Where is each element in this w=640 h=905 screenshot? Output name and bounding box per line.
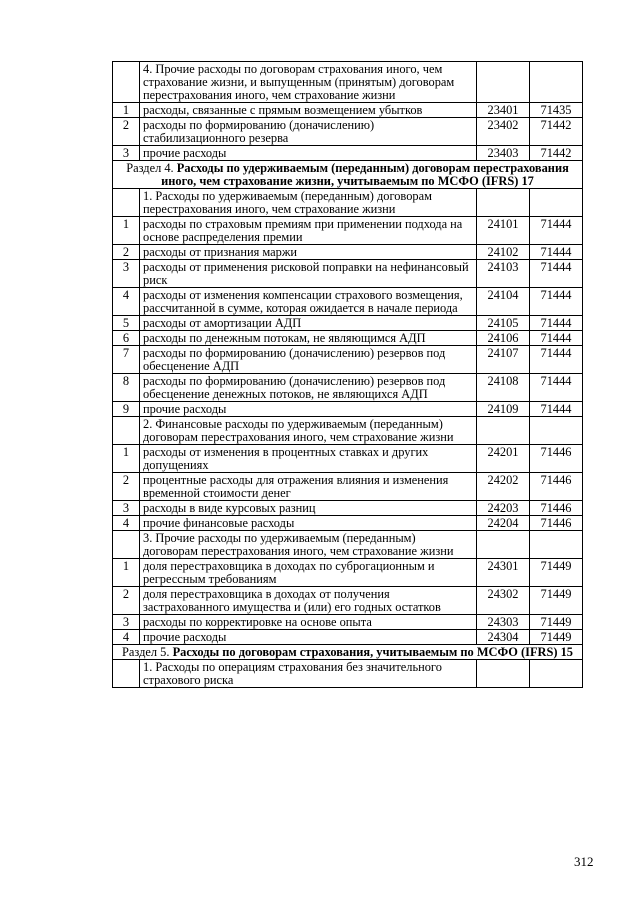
section-title: Расходы по договорам страхования, учитываемым по МСФО (IFRS) 15 [172,645,573,659]
section-row [113,645,583,660]
item-description: расходы по формированию (доначислению) резервов под обесценение денежных потоков, не являющихся АДП [140,374,477,402]
symbol-code: 24103 [477,260,530,288]
section-title: Расходы по удерживаемым (переданным) договорам перестрахования иного, чем страхование жизни, учитываемым по МСФО (IFRS) 17 [161,161,569,188]
group-title: 3. Прочие расходы по удерживаемым (переданным) договорам перестрахования иного, чем страхование жизни [140,531,477,559]
row-number: 3 [113,260,140,288]
row-number [113,660,140,688]
account-number: 71449 [530,615,583,630]
group-title: 2. Финансовые расходы по удерживаемым (переданным) договорам перестрахования иного, чем страхование жизни [140,417,477,445]
table-row [113,103,583,118]
account-number: 71442 [530,118,583,146]
account-number: 71446 [530,501,583,516]
symbol-code: 24106 [477,331,530,346]
row-number [113,189,140,217]
section-heading [113,161,583,189]
table-row [113,346,583,374]
item-description: расходы, связанные с прямым возмещением убытков [140,103,477,118]
row-number: 5 [113,316,140,331]
account-number: 71444 [530,331,583,346]
account-number [530,62,583,103]
symbol-code [477,62,530,103]
symbol-code: 24105 [477,316,530,331]
item-description: расходы по формированию (доначислению) резервов под обесценение АДП [140,346,477,374]
account-number: 71444 [530,288,583,316]
account-number: 71444 [530,316,583,331]
symbol-code: 24302 [477,587,530,615]
table-row [113,331,583,346]
table-row [113,316,583,331]
row-number: 1 [113,559,140,587]
item-description: расходы по страховым премиям при применении подхода на основе распределения премии [140,217,477,245]
row-number: 4 [113,516,140,531]
row-number: 1 [113,445,140,473]
symbol-code: 24102 [477,245,530,260]
symbol-code: 24104 [477,288,530,316]
row-number: 6 [113,331,140,346]
row-number: 3 [113,615,140,630]
symbol-code: 24202 [477,473,530,501]
group-row [113,189,583,217]
section-heading [113,645,583,660]
group-row [113,62,583,103]
table-row [113,516,583,531]
symbol-code [477,189,530,217]
item-description: прочие расходы [140,630,477,645]
row-number: 3 [113,501,140,516]
table-row [113,260,583,288]
account-number: 71446 [530,473,583,501]
row-number [113,417,140,445]
item-description: расходы от применения рисковой поправки на нефинансовый риск [140,260,477,288]
symbol-code: 24304 [477,630,530,645]
row-number: 2 [113,118,140,146]
row-number [113,62,140,103]
symbol-code [477,660,530,688]
table-row [113,118,583,146]
accounts-table-body [113,62,583,688]
row-number: 2 [113,473,140,501]
symbol-code: 23403 [477,146,530,161]
row-number: 4 [113,630,140,645]
symbol-code: 23401 [477,103,530,118]
table-row [113,288,583,316]
item-description: расходы по корректировке на основе опыта [140,615,477,630]
item-description: расходы от признания маржи [140,245,477,260]
symbol-code: 24301 [477,559,530,587]
table-row [113,630,583,645]
table-row [113,559,583,587]
account-number [530,660,583,688]
table-row [113,501,583,516]
row-number: 2 [113,587,140,615]
symbol-code: 24303 [477,615,530,630]
symbol-code: 23402 [477,118,530,146]
item-description: расходы по формированию (доначислению) стабилизационного резерва [140,118,477,146]
row-number: 1 [113,103,140,118]
table-row [113,445,583,473]
table-row [113,587,583,615]
account-number: 71444 [530,374,583,402]
account-number: 71446 [530,445,583,473]
account-number [530,189,583,217]
item-description: прочие расходы [140,146,477,161]
section-label: Раздел 5. [122,645,173,659]
section-label: Раздел 4. [126,161,177,175]
row-number [113,531,140,559]
account-number: 71444 [530,260,583,288]
table-row [113,146,583,161]
item-description: расходы от изменения в процентных ставках и других допущениях [140,445,477,473]
table-row [113,615,583,630]
row-number: 2 [113,245,140,260]
group-row [113,417,583,445]
group-row [113,660,583,688]
table-row [113,245,583,260]
item-description: доля перестраховщика в доходах от получения застрахованного имущества и (или) его годных остатков [140,587,477,615]
item-description: расходы от амортизации АДП [140,316,477,331]
group-title: 1. Расходы по удерживаемым (переданным) договорам перестрахования иного, чем страхование жизни [140,189,477,217]
account-number [530,531,583,559]
table-row [113,473,583,501]
account-number: 71446 [530,516,583,531]
group-title: 1. Расходы по операциям страхования без значительного страхового риска [140,660,477,688]
symbol-code [477,531,530,559]
accounts-table [112,61,583,688]
symbol-code: 24204 [477,516,530,531]
row-number: 7 [113,346,140,374]
item-description: прочие финансовые расходы [140,516,477,531]
symbol-code: 24107 [477,346,530,374]
item-description: расходы в виде курсовых разниц [140,501,477,516]
item-description: прочие расходы [140,402,477,417]
group-row [113,531,583,559]
account-number: 71444 [530,245,583,260]
account-number: 71444 [530,217,583,245]
item-description: доля перестраховщика в доходах по суброгационным и регрессным требованиям [140,559,477,587]
item-description: расходы по денежным потокам, не являющимся АДП [140,331,477,346]
table-row [113,217,583,245]
account-number: 71449 [530,559,583,587]
symbol-code: 24108 [477,374,530,402]
table-row [113,402,583,417]
symbol-code: 24203 [477,501,530,516]
group-title: 4. Прочие расходы по договорам страхования иного, чем страхование жизни, и выпущенным (принятым) договорам перестрахования иного, чем страхование жизни [140,62,477,103]
symbol-code: 24109 [477,402,530,417]
section-row [113,161,583,189]
row-number: 3 [113,146,140,161]
row-number: 1 [113,217,140,245]
row-number: 9 [113,402,140,417]
table-row [113,374,583,402]
item-description: процентные расходы для отражения влияния и изменения временной стоимости денег [140,473,477,501]
account-number [530,417,583,445]
account-number: 71442 [530,146,583,161]
account-number: 71444 [530,402,583,417]
account-number: 71435 [530,103,583,118]
account-number: 71449 [530,630,583,645]
symbol-code: 24201 [477,445,530,473]
symbol-code: 24101 [477,217,530,245]
row-number: 4 [113,288,140,316]
row-number: 8 [113,374,140,402]
account-number: 71444 [530,346,583,374]
item-description: расходы от изменения компенсации страхового возмещения, рассчитанной в сумме, которая ожидается в начале периода [140,288,477,316]
page-number: 312 [574,854,594,869]
symbol-code [477,417,530,445]
account-number: 71449 [530,587,583,615]
